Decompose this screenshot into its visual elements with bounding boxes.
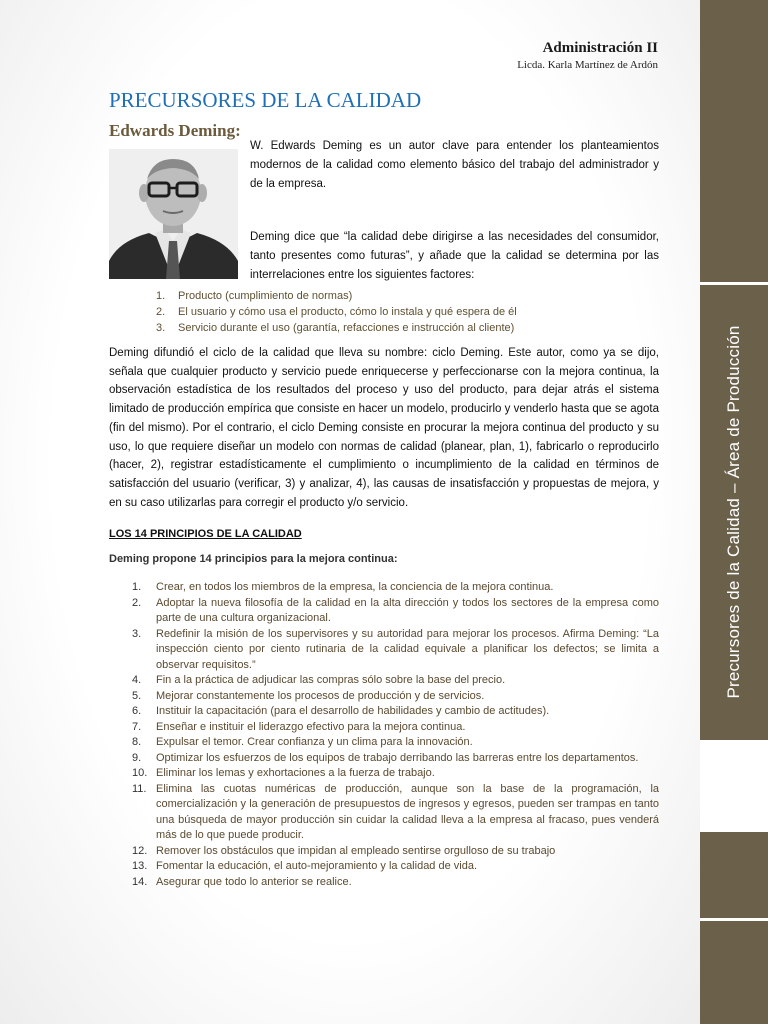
list-item [132,782,659,844]
deming-portrait [109,149,238,279]
list-item [156,304,656,320]
list-text: Eliminar los lemas y exhortaciones a la fuerza de trabajo. [156,767,435,779]
list-text: Expulsar el temor. Crear confianza y un clima para la innovación. [156,736,473,748]
intro-paragraph: Deming dice que “la calidad debe dirigirse a las necesidades del consumidor, tanto presentes como futuras”, y añade que la calidad se determina por las interrelaciones entre los siguientes factores: [250,231,659,281]
list-item [132,720,659,736]
list-number: 8. [132,736,142,748]
portrait-image [109,149,238,279]
page-header [517,40,658,71]
author-name: Licda. Karla Martínez de Ardón [517,59,658,71]
list-item [132,766,659,782]
list-text: El usuario y cómo usa el producto, cómo lo instala y qué espera de él [178,306,517,318]
list-number: 5. [132,689,142,702]
side-title: Precursores de la Calidad – Área de Producción [724,325,743,699]
list-text: Fin a la práctica de adjudicar las compras sólo sobre la base del precio. [156,674,506,686]
list-number: 2. [156,306,166,318]
list-number: 11. [132,782,147,795]
list-item [132,751,659,767]
list-item [132,689,659,705]
section-title: Edwards Deming: [109,121,241,140]
course-name: Administración II [542,40,658,56]
list-item [132,844,659,860]
list-text: Mejorar constantemente los procesos de producción y de servicios. [156,689,485,702]
side-bar-light-band [700,740,768,832]
list-number: 1. [156,290,166,302]
list-number: 6. [132,705,142,717]
list-text: Adoptar la nueva filosofía de la calidad en la alta dirección y todos los sectores de la empresa como parte de una cultura organizacional. [156,596,659,624]
list-text: Enseñar e instituir el liderazgo efectivo para la mejora continua. [156,720,466,733]
principles-list [132,580,659,890]
list-number: 12. [132,844,148,857]
list-number: 3. [132,627,142,640]
list-text: Remover los obstáculos que impidan al empleado sentirse orgulloso de su trabajo [156,844,556,857]
list-number: 2. [132,596,142,609]
list-text: Crear, en todos los miembros de la empresa, la conciencia de la mejora continua. [156,581,554,593]
list-item [132,596,659,627]
list-number: 4. [132,674,142,686]
list-item [132,704,659,720]
intro-text [250,137,659,285]
list-item [132,580,659,596]
list-item [156,320,656,336]
list-item [156,288,656,304]
factors-list [156,288,656,336]
list-text: Redefinir la misión de los supervisores y su autoridad para mejorar los procesos. Afirma Deming: “La inspección ciento por ciento rutinaria de la calidad equivale a planificar los defectos; se limita a observar requisitos.” [156,627,659,671]
list-item [132,859,659,875]
list-text: Servicio durante el uso (garantía, refacciones e instrucción al cliente) [178,322,515,334]
list-number: 9. [132,751,142,764]
list-item [132,875,659,891]
list-text: Producto (cumplimiento de normas) [178,290,353,302]
list-number: 1. [132,581,142,593]
side-bar-divider-bottom [700,918,768,921]
list-item [132,627,659,674]
principles-heading: LOS 14 PRINCIPIOS DE LA CALIDAD [109,528,302,540]
list-text: Fomentar la educación, el auto-mejoramiento y la calidad de vida. [156,860,478,872]
list-item [132,673,659,689]
list-text: Asegurar que todo lo anterior se realice. [156,875,352,888]
list-number: 3. [156,322,166,334]
intro-paragraph: W. Edwards Deming es un autor clave para entender los planteamientos modernos de la calidad como elemento básico del trabajo del administrador y de la empresa. [250,140,659,190]
deming-cycle-paragraph: Deming difundió el ciclo de la calidad que lleva su nombre: ciclo Deming. Este autor, como ya se dijo, señala que cualquier producto y servicio puede enriquecerse y perfeccionarse con la mejora continua, la observación estadística de los resultados del proceso y uso del producto, para dejar atrás el sistema limitado de producción empírica que consiste en hacer un modelo, producirlo y venderlo hasta que se agota (fin del mismo). Por el contrario, el ciclo Deming consiste en procurar la mejora continua del producto y su uso, lo que requiere diseñar un modelo con normas de calidad (planear, plan, 1), fabricarlo o reproducirlo (hacer, 2), registrar estadísticamente el cumplimiento o incumplimiento de la calidad en términos de satisfacción del usuario (verificar, 3) y analizar, 4), las causas de insatisfacción y propuestas de mejora, y en su caso utilizarlas para corregir el producto y/o servicio. [109,347,659,509]
list-number: 10. [132,767,148,779]
list-number: 13. [132,860,148,872]
list-item [132,735,659,751]
list-text: Instituir la capacitación (para el desarrollo de habilidades y cambio de actitudes). [156,705,550,717]
list-number: 14. [132,875,148,888]
list-number: 7. [132,720,142,733]
list-text: Elimina las cuotas numéricas de producción, aunque son la base de la programación, la comercialización y la generación de presupuestos de ingresos y egresos, pueden ser trampas en tanto una búsqueda de mayor producción sin cuidar la calidad lleva a la empresa al fracaso, pues venderá más de lo que puede producir. [156,782,659,841]
page-title: PRECURSORES DE LA CALIDAD [109,88,422,112]
principles-lead: Deming propone 14 principios para la mejora continua: [109,553,398,565]
list-text: Optimizar los esfuerzos de los equipos de trabajo derribando las barreras entre los departamentos. [156,751,639,764]
